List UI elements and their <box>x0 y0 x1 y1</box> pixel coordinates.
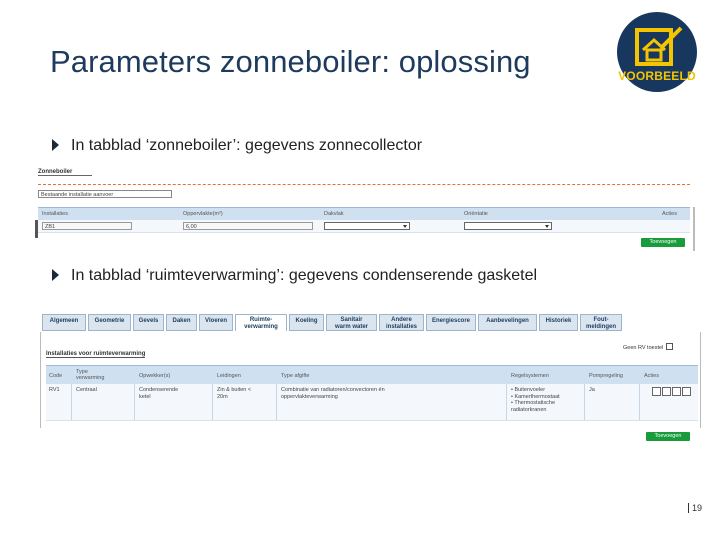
oppervlakte-field[interactable]: 6,00 <box>183 222 313 230</box>
col-type-afgifte: Type afgifte <box>281 373 310 379</box>
tab-aanbevelingen[interactable]: Aanbevelingen <box>478 314 537 331</box>
col-acties: Acties <box>644 373 659 379</box>
tab-energiescore[interactable]: Energiescore <box>426 314 476 331</box>
frame-edge <box>40 332 41 428</box>
scrollbar[interactable] <box>693 207 695 251</box>
voorbeeld-badge <box>617 12 697 92</box>
tab-ruimteverwarming[interactable]: Ruimte- verwarming <box>235 314 287 331</box>
zonneboiler-section-title: Zonneboiler <box>38 169 92 176</box>
col-oppervlakte: Oppervlakte(m²) <box>183 211 223 217</box>
frame-edge <box>35 220 38 238</box>
select-value: Bestaande installatie aanvoer <box>41 192 114 198</box>
installaties-section-title: Installaties voor ruimteverwarming <box>46 351 146 357</box>
checkbox-box[interactable] <box>666 343 673 350</box>
cell-afgifte: Combinatie van radiatoren/convectoren én oppervlakteverwarming <box>281 387 385 400</box>
col-leidingen: Leidingen <box>217 373 241 379</box>
bullet-arrow-icon <box>52 139 59 151</box>
page-divider <box>688 503 689 513</box>
slide-title: Parameters zonneboiler: oplossing <box>50 44 531 79</box>
table-row <box>46 384 698 421</box>
tab-daken[interactable]: Daken <box>166 314 197 331</box>
edit-icon[interactable] <box>652 387 661 396</box>
tab-foutmeldingen[interactable]: Fout- meldingen <box>580 314 622 331</box>
col-code: Code <box>49 373 63 379</box>
bullet-ruimteverwarming <box>52 267 537 285</box>
col-acties: Acties <box>662 211 677 217</box>
bullet-text: In tabblad ‘ruimteverwarming’: gegevens condenserende gasketel <box>71 267 538 284</box>
table-row <box>38 220 690 233</box>
col-installaties: Installaties <box>42 211 68 217</box>
tab-sanitair-warm-water[interactable]: Sanitair warm water <box>326 314 377 331</box>
col-orientatie: Oriëntatie <box>464 211 488 217</box>
tab-andere-installaties[interactable]: Andere installaties <box>379 314 424 331</box>
tab-bar <box>40 312 705 332</box>
tab-vloeren[interactable]: Vloeren <box>199 314 233 331</box>
table-header <box>38 207 690 220</box>
col-regelsystemen: Regelsystemen <box>511 373 549 379</box>
cell-code: RV1 <box>49 387 60 393</box>
bullet-zonneboiler <box>52 137 422 155</box>
geen-rv-checkbox[interactable] <box>623 343 673 351</box>
row-actions <box>652 387 692 398</box>
installation-select[interactable] <box>38 190 172 198</box>
add-button[interactable]: Toevoegen <box>646 432 690 441</box>
delete-icon[interactable] <box>682 387 691 396</box>
add-button[interactable]: Toevoegen <box>641 238 685 247</box>
col-opwekker: Opwekker(s) <box>139 373 171 379</box>
divider <box>38 184 690 185</box>
col-dakvlak: Dakvlak <box>324 211 344 217</box>
table-header <box>46 365 698 385</box>
tab-historiek[interactable]: Historiek <box>539 314 578 331</box>
checkbox-label: Geen RV toestel <box>623 345 664 351</box>
badge-label: VOORBEELD <box>618 69 696 83</box>
zonneboiler-screenshot <box>35 167 695 253</box>
cell-leidingen: Zin & buiten < 20m <box>217 387 252 400</box>
page-number-value: 19 <box>692 503 703 513</box>
ruimteverwarming-screenshot <box>40 312 705 447</box>
orientatie-dropdown[interactable] <box>464 222 552 230</box>
cell-regelsystemen: • Buitenvoeler • Kamerthermostaat • Thermostatische radiatorkranen <box>511 387 560 413</box>
cell-pompregeling: Ja <box>589 387 595 393</box>
cell-type: Centraal <box>76 387 97 393</box>
dakvlak-dropdown[interactable] <box>324 222 410 230</box>
tab-gevels[interactable]: Gevels <box>133 314 164 331</box>
tab-koeling[interactable]: Koeling <box>289 314 324 331</box>
installatie-field[interactable]: ZB1 <box>42 222 132 230</box>
tab-geometrie[interactable]: Geometrie <box>88 314 131 331</box>
bullet-arrow-icon <box>52 269 59 281</box>
col-pompregeling: Pompregeling <box>589 373 623 379</box>
col-type-verwarming: Type verwarming <box>76 369 105 381</box>
document-icon[interactable] <box>672 387 681 396</box>
page-number <box>688 503 702 513</box>
cell-opwekker[interactable]: Condenserende ketel <box>139 387 179 400</box>
copy-icon[interactable] <box>662 387 671 396</box>
tab-algemeen[interactable]: Algemeen <box>42 314 86 331</box>
bullet-text: In tabblad ‘zonneboiler’: gegevens zonnecollector <box>71 137 423 154</box>
scrollbar[interactable] <box>700 332 701 428</box>
